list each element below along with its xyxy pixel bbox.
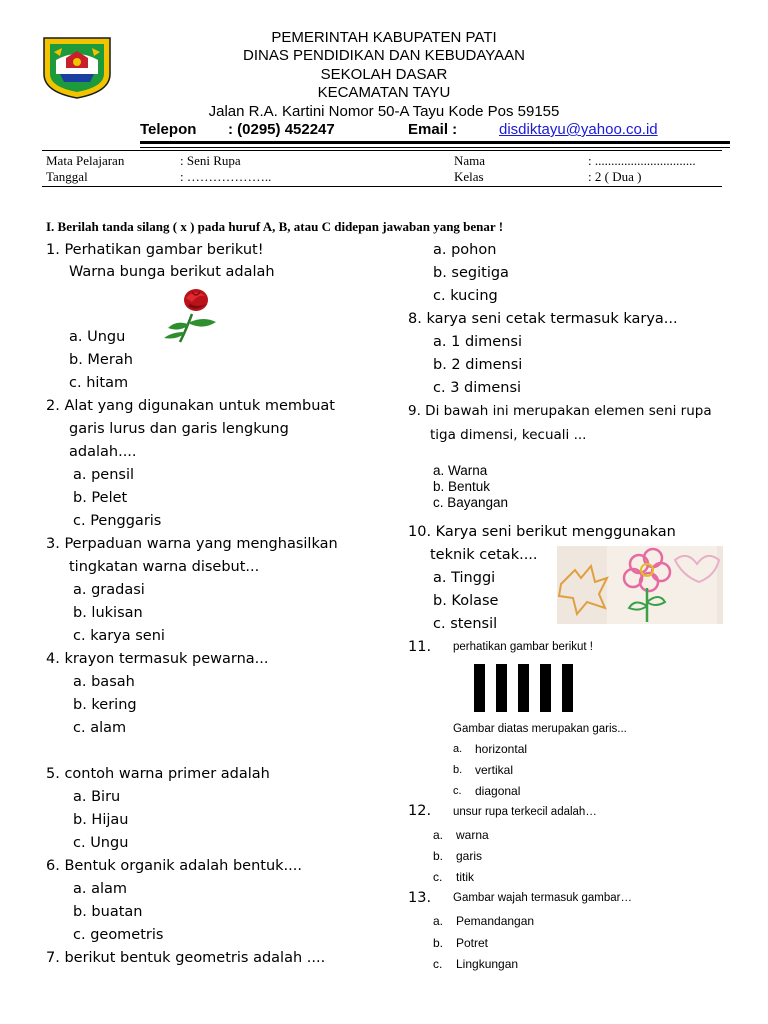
q4-option-c[interactable]: c. alam [73, 720, 127, 736]
question-3-line-2: tingkatan warna disebut... [69, 559, 260, 575]
q12-option-b-letter[interactable]: b. [433, 849, 444, 863]
q5-option-a[interactable]: a. Biru [73, 789, 121, 805]
question-11-number: 11. [408, 639, 432, 655]
q13-option-a[interactable]: Pemandangan [456, 914, 535, 928]
question-1: 1. Perhatikan gambar berikut! [46, 242, 264, 258]
class-value: : 2 ( Dua ) [588, 169, 642, 184]
q3-option-a[interactable]: a. gradasi [73, 582, 145, 598]
q12-option-a[interactable]: warna [456, 828, 489, 842]
q9-option-a[interactable]: a. Warna [433, 463, 488, 478]
q13-option-a-letter[interactable]: a. [433, 914, 444, 928]
q11-option-b-letter[interactable]: b. [453, 764, 463, 776]
q8-option-a[interactable]: a. 1 dimensi [433, 334, 522, 350]
q4-option-b[interactable]: b. kering [73, 697, 137, 713]
header-line-3: SEKOLAH DASAR [320, 66, 448, 83]
question-12: unsur rupa terkecil adalah… [453, 806, 597, 818]
q12-option-c-letter[interactable]: c. [433, 870, 443, 884]
q3-option-c[interactable]: c. karya seni [73, 628, 165, 644]
red-rose-image-icon [158, 286, 220, 344]
q8-option-b[interactable]: b. 2 dimensi [433, 357, 523, 373]
question-3: 3. Perpaduan warna yang menghasilkan [46, 536, 338, 552]
question-9: 9. Di bawah ini merupakan elemen seni rupa [408, 403, 712, 419]
name-label: Nama [454, 153, 486, 168]
q11-option-c[interactable]: diagonal [475, 784, 521, 798]
question-12-number: 12. [408, 803, 432, 819]
q1-option-a[interactable]: a. Ungu [69, 329, 126, 345]
question-10-line-2: teknik cetak.... [430, 547, 538, 563]
info-top-border [42, 150, 722, 151]
q7-option-b[interactable]: b. segitiga [433, 265, 509, 281]
subject-value: : Seni Rupa [180, 153, 241, 168]
email-label: Email : [408, 121, 458, 138]
question-6: 6. Bentuk organik adalah bentuk.... [46, 858, 302, 874]
vertical-lines-image-icon [468, 662, 580, 714]
header-line-1: PEMERINTAH KABUPATEN PATI [271, 29, 497, 46]
question-7: 7. berikut bentuk geometris adalah .... [46, 950, 326, 966]
header-line-4: KECAMATAN TAYU [317, 84, 451, 101]
info-bottom-border [42, 186, 722, 187]
q6-option-a[interactable]: a. alam [73, 881, 128, 897]
question-9-line-2: tiga dimensi, kecuali ... [430, 427, 587, 443]
question-2-line-3: adalah.... [69, 444, 137, 460]
q10-option-a[interactable]: a. Tinggi [433, 570, 496, 586]
q3-option-b[interactable]: b. lukisan [73, 605, 143, 621]
phone-label: Telepon [140, 121, 197, 138]
q12-option-c[interactable]: titik [456, 870, 474, 884]
q13-option-c-letter[interactable]: c. [433, 957, 443, 971]
question-13: Gambar wajah termasuk gambar… [453, 892, 632, 904]
stencil-print-artwork-image-icon [557, 546, 723, 624]
q13-option-c[interactable]: Lingkungan [456, 957, 519, 971]
email-link[interactable]: disdiktayu@yahoo.co.id [499, 121, 658, 138]
q11-option-b[interactable]: vertikal [475, 763, 514, 777]
q11-option-c-letter[interactable]: c. [453, 785, 462, 797]
q12-option-a-letter[interactable]: a. [433, 828, 444, 842]
subject-label: Mata Pelajaran [46, 153, 125, 168]
class-label: Kelas [454, 169, 484, 184]
section-title: I. Berilah tanda silang ( x ) pada huruf A, B, atau C didepan jawaban yang benar ! [46, 219, 504, 234]
date-label: Tanggal [46, 169, 88, 184]
q7-option-c[interactable]: c. kucing [433, 288, 498, 304]
q6-option-b[interactable]: b. buatan [73, 904, 143, 920]
q9-option-c[interactable]: c. Bayangan [433, 495, 509, 510]
question-2-line-2: garis lurus dan garis lengkung [69, 421, 289, 437]
question-2: 2. Alat yang digunakan untuk membuat [46, 398, 335, 414]
name-value: : ............................... [588, 153, 696, 168]
q6-option-c[interactable]: c. geometris [73, 927, 164, 943]
question-1-text: Warna bunga berikut adalah [69, 264, 275, 280]
q5-option-c[interactable]: c. Ungu [73, 835, 129, 851]
header-divider [140, 141, 730, 144]
header-address: Jalan R.A. Kartini Nomor 50-A Tayu Kode Pos 59155 [208, 103, 560, 120]
question-11: perhatikan gambar berikut ! [453, 641, 593, 653]
q2-option-c[interactable]: c. Penggaris [73, 513, 162, 529]
q10-option-c[interactable]: c. stensil [433, 616, 498, 632]
question-11-text: Gambar diatas merupakan garis... [453, 723, 627, 735]
header-line-2: DINAS PENDIDIKAN DAN KEBUDAYAAN [242, 47, 525, 64]
q11-option-a-letter[interactable]: a. [453, 743, 463, 755]
q9-option-b[interactable]: b. Bentuk [433, 479, 491, 494]
q2-option-a[interactable]: a. pensil [73, 467, 135, 483]
q5-option-b[interactable]: b. Hijau [73, 812, 129, 828]
q12-option-b[interactable]: garis [456, 849, 483, 863]
phone-value: : (0295) 452247 [228, 121, 335, 138]
q10-option-b[interactable]: b. Kolase [433, 593, 499, 609]
question-5: 5. contoh warna primer adalah [46, 766, 270, 782]
q13-option-b-letter[interactable]: b. [433, 936, 444, 950]
q13-option-b[interactable]: Potret [456, 936, 489, 950]
q7-option-a[interactable]: a. pohon [433, 242, 497, 258]
q8-option-c[interactable]: c. 3 dimensi [433, 380, 522, 396]
question-13-number: 13. [408, 890, 432, 906]
q1-option-c[interactable]: c. hitam [69, 375, 129, 391]
question-10: 10. Karya seni berikut menggunakan [408, 524, 676, 540]
q4-option-a[interactable]: a. basah [73, 674, 135, 690]
header-divider-thin [140, 147, 730, 148]
q11-option-a[interactable]: horizontal [475, 742, 528, 756]
question-4: 4. krayon termasuk pewarna... [46, 651, 269, 667]
date-value: : ……………….. [180, 169, 272, 184]
question-8: 8. karya seni cetak termasuk karya... [408, 311, 678, 327]
q2-option-b[interactable]: b. Pelet [73, 490, 128, 506]
q1-option-b[interactable]: b. Merah [69, 352, 133, 368]
